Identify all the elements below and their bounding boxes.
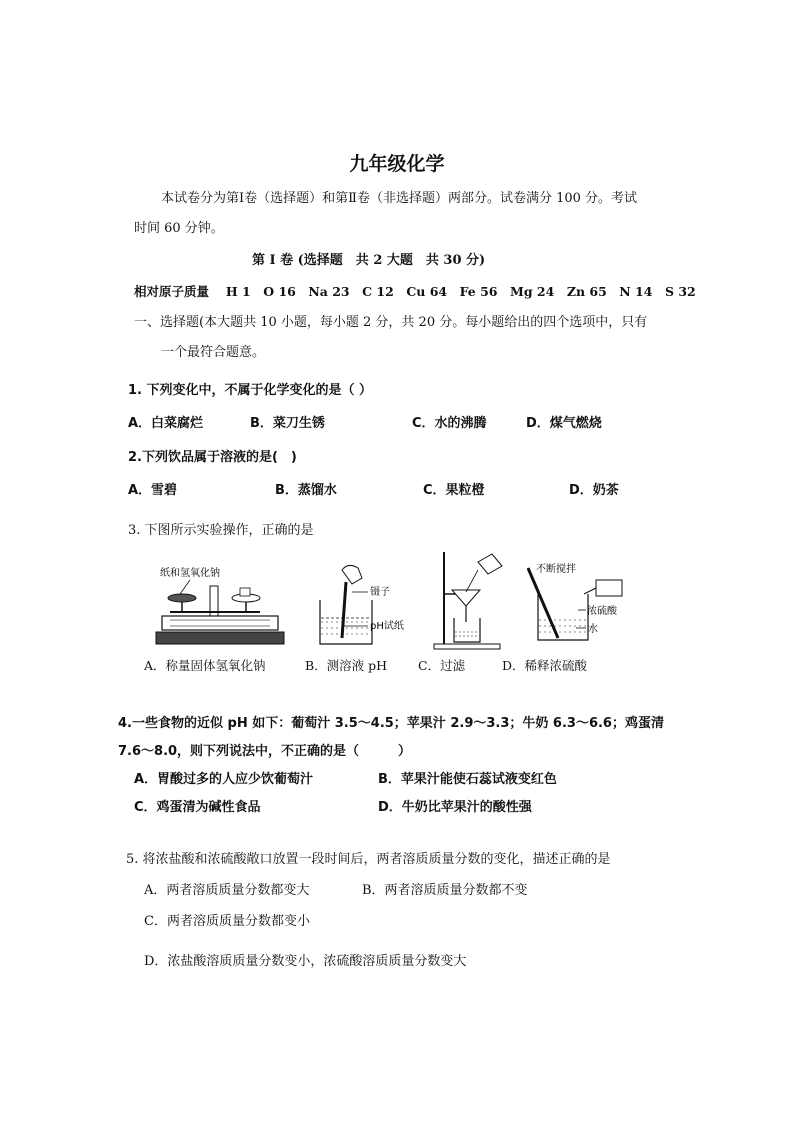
question-2-option-a: A．雪碧 xyxy=(128,483,178,498)
balance-figure xyxy=(150,560,290,652)
part1-instructions-line-1: 一、选择题(本大题共 10 小题，每小题 2 分，共 20 分。每小题给出的四个选项中，只有 xyxy=(134,315,648,330)
stir-label: 不断搅拌 xyxy=(536,564,576,575)
ph-test-figure xyxy=(312,560,422,652)
section-header: 第 Ⅰ 卷 (选择题 共 2 大题 共 30 分) xyxy=(252,253,486,268)
dilution-figure xyxy=(518,558,628,652)
question-2-option-b: B．蒸馏水 xyxy=(275,483,337,498)
question-1-option-a: A．白菜腐烂 xyxy=(128,416,204,431)
ph-paper-label: pH试纸 xyxy=(370,621,404,632)
question-4-option-c: C．鸡蛋清为碱性食品 xyxy=(134,800,261,815)
question-2-option-d: D．奶茶 xyxy=(569,483,619,498)
question-4-option-d: D．牛奶比苹果汁的酸性强 xyxy=(378,800,532,815)
figure-caption-b: B．测溶液 pH xyxy=(305,658,388,673)
question-5-option-d: D．浓盐酸溶质质量分数变小，浓硫酸溶质质量分数变大 xyxy=(144,954,467,969)
water-label: 水 xyxy=(588,624,598,635)
balance-label: 纸和氢氧化钠 xyxy=(160,568,220,579)
question-4-option-b: B．苹果汁能使石蕊试液变红色 xyxy=(378,772,557,787)
figure-caption-d: D．稀释浓硫酸 xyxy=(502,658,588,673)
part1-instructions-line-2: 一个最符合题意。 xyxy=(161,345,266,360)
question-2-stem: 2.下列饮品属于溶液的是( ) xyxy=(128,450,297,465)
question-2-option-c: C．果粒橙 xyxy=(423,483,485,498)
question-4-stem-line-2: 7.6～8.0，则下列说法中，不正确的是（ ） xyxy=(118,744,412,759)
intro-line-2: 时间 60 分钟。 xyxy=(134,221,224,236)
question-5-option-a: A．两者溶质质量分数都变大 xyxy=(144,883,310,898)
question-5-option-b: B．两者溶质质量分数都不变 xyxy=(362,883,528,898)
question-5-option-c: C．两者溶质质量分数都变小 xyxy=(144,914,310,929)
question-5-stem: 5. 将浓盐酸和浓硫酸敞口放置一段时间后，两者溶质质量分数的变化，描述正确的是 xyxy=(126,852,611,867)
question-1-option-b: B．菜刀生锈 xyxy=(250,416,325,431)
filtration-figure xyxy=(426,548,512,652)
question-1-stem: 1. 下列变化中，不属于化学变化的是（ ） xyxy=(128,383,373,398)
page-title: 九年级化学 xyxy=(349,153,445,175)
figure-caption-c: C．过滤 xyxy=(418,658,466,673)
atomic-mass-line: 相对原子质量 H 1 O 16 Na 23 C 12 Cu 64 Fe 56 Mg 24 Zn 65 N 14 S 32 xyxy=(134,284,696,299)
question-1-option-d: D．煤气燃烧 xyxy=(526,416,602,431)
figure-caption-a: A．称量固体氢氧化钠 xyxy=(144,658,266,673)
tweezers-label: 镊子 xyxy=(370,587,390,598)
question-4-stem-line-1: 4.一些食物的近似 pH 如下：葡萄汁 3.5～4.5；苹果汁 2.9～3.3；牛奶 6.3～6.6；鸡蛋清 xyxy=(118,716,664,731)
intro-line-1: 本试卷分为第Ⅰ卷（选择题）和第Ⅱ卷（非选择题）两部分。试卷满分 100 分。考试 xyxy=(161,191,638,206)
acid-label: 浓硫酸 xyxy=(587,606,617,617)
question-3-stem: 3. 下图所示实验操作，正确的是 xyxy=(128,523,314,538)
question-1-option-c: C．水的沸腾 xyxy=(412,416,487,431)
question-4-option-a: A．胃酸过多的人应少饮葡萄汁 xyxy=(134,772,314,787)
